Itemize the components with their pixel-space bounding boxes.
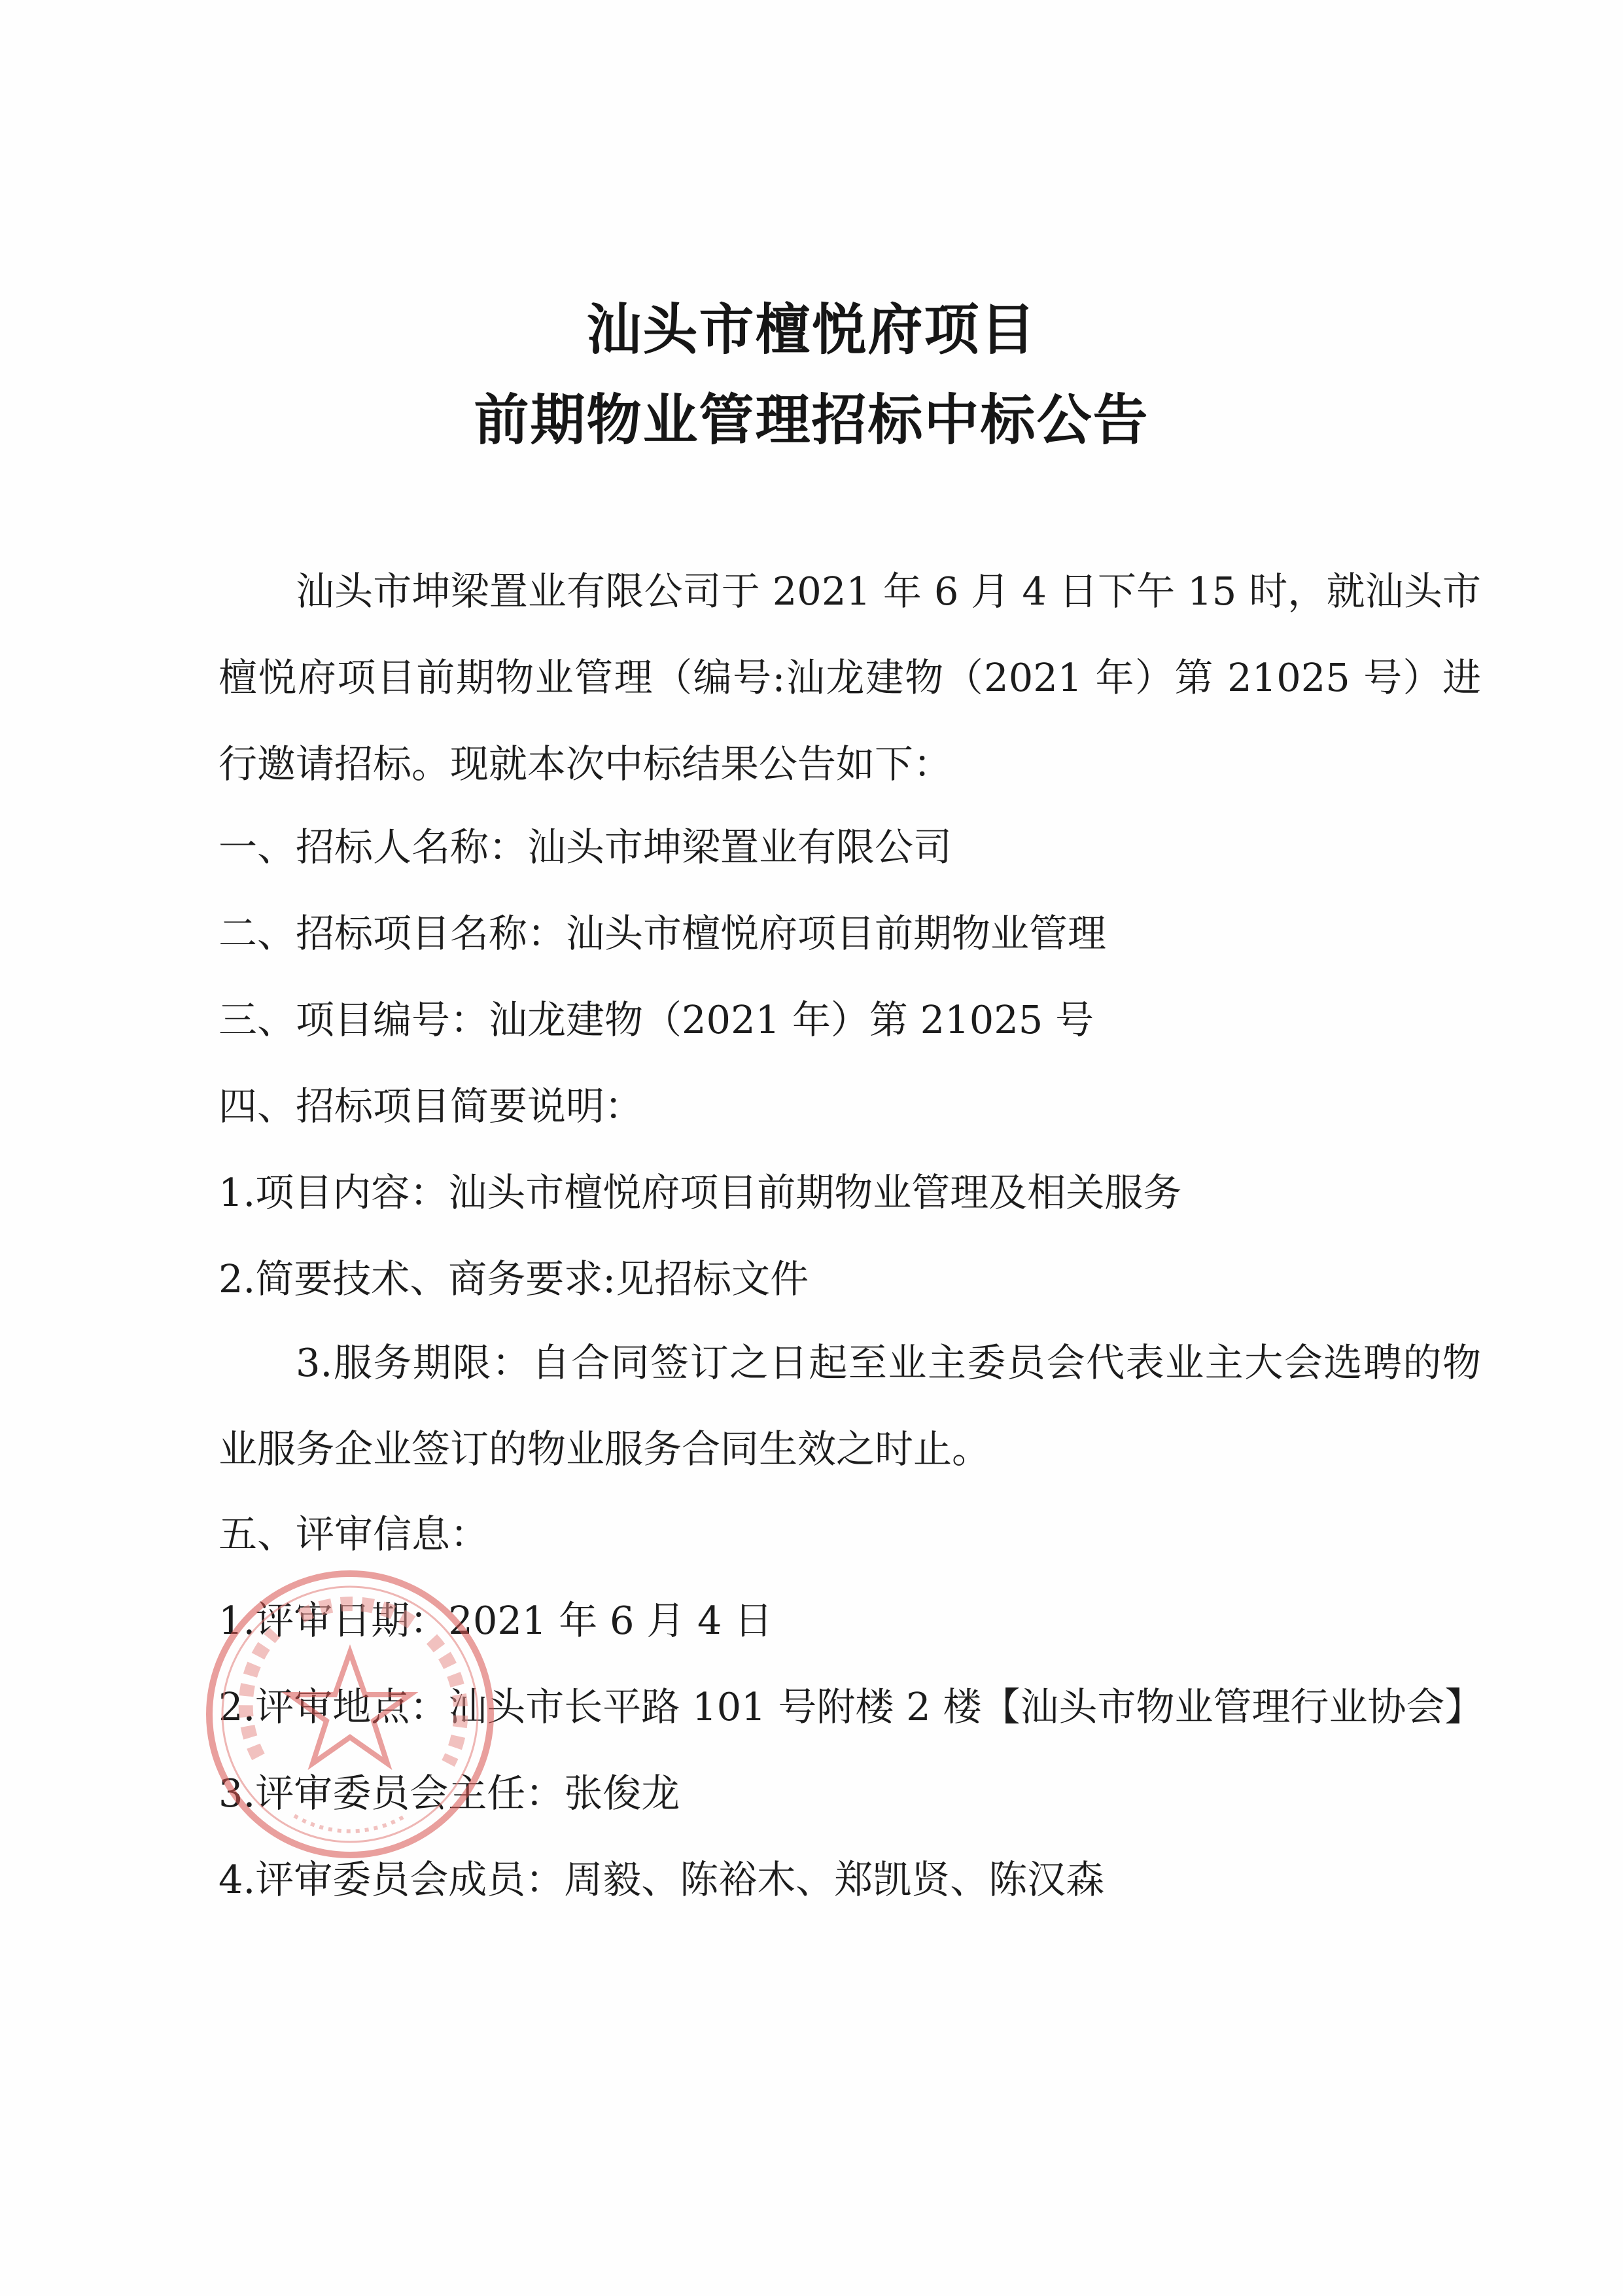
document-title-line-2: 前期物业管理招标中标公告	[474, 388, 1149, 452]
item-project-number: 三、项目编号：汕龙建物（2021 年）第 21025 号	[218, 997, 1094, 1042]
item-project-name: 二、招标项目名称：汕头市檀悦府项目前期物业管理	[218, 911, 1107, 956]
item-brief-description-heading: 四、招标项目简要说明：	[218, 1084, 644, 1129]
item-technical-requirements: 2.简要技术、商务要求:见招标文件	[218, 1256, 809, 1301]
document-title-line-1: 汕头市檀悦府项目	[586, 298, 1037, 362]
item-project-content: 1.项目内容：汕头市檀悦府项目前期物业管理及相关服务	[218, 1170, 1182, 1215]
item-review-date: 1.评审日期：2021 年 6 月 4 日	[218, 1598, 773, 1643]
item-review-info-heading: 五、评审信息：	[218, 1511, 489, 1557]
item-review-location: 2.评审地点：汕头市长平路 101 号附楼 2 楼【汕头市物业管理行业协会】	[218, 1684, 1484, 1729]
item-committee-chair: 3.评审委员会主任：张俊龙	[218, 1771, 680, 1816]
item-service-period: 3.服务期限：自合同签订之日起至业主委员会代表业主大会选聘的物业服务企业签订的物业服务合同生效之时止。	[218, 1340, 1481, 1472]
red-seal-stamp-icon	[196, 1561, 504, 1868]
intro-paragraph: 汕头市坤梁置业有限公司于 2021 年 6 月 4 日下午 15 时，就汕头市檀悦府项目前期物业管理（编号:汕龙建物（2021 年）第 21025 号）进行邀请招标。现就本次中标结果公告如下：	[218, 569, 1481, 786]
item-tenderer-name: 一、招标人名称：汕头市坤梁置业有限公司	[218, 824, 952, 870]
item-committee-members: 4.评审委员会成员：周毅、陈裕木、郑凯贤、陈汉森	[218, 1857, 1105, 1902]
